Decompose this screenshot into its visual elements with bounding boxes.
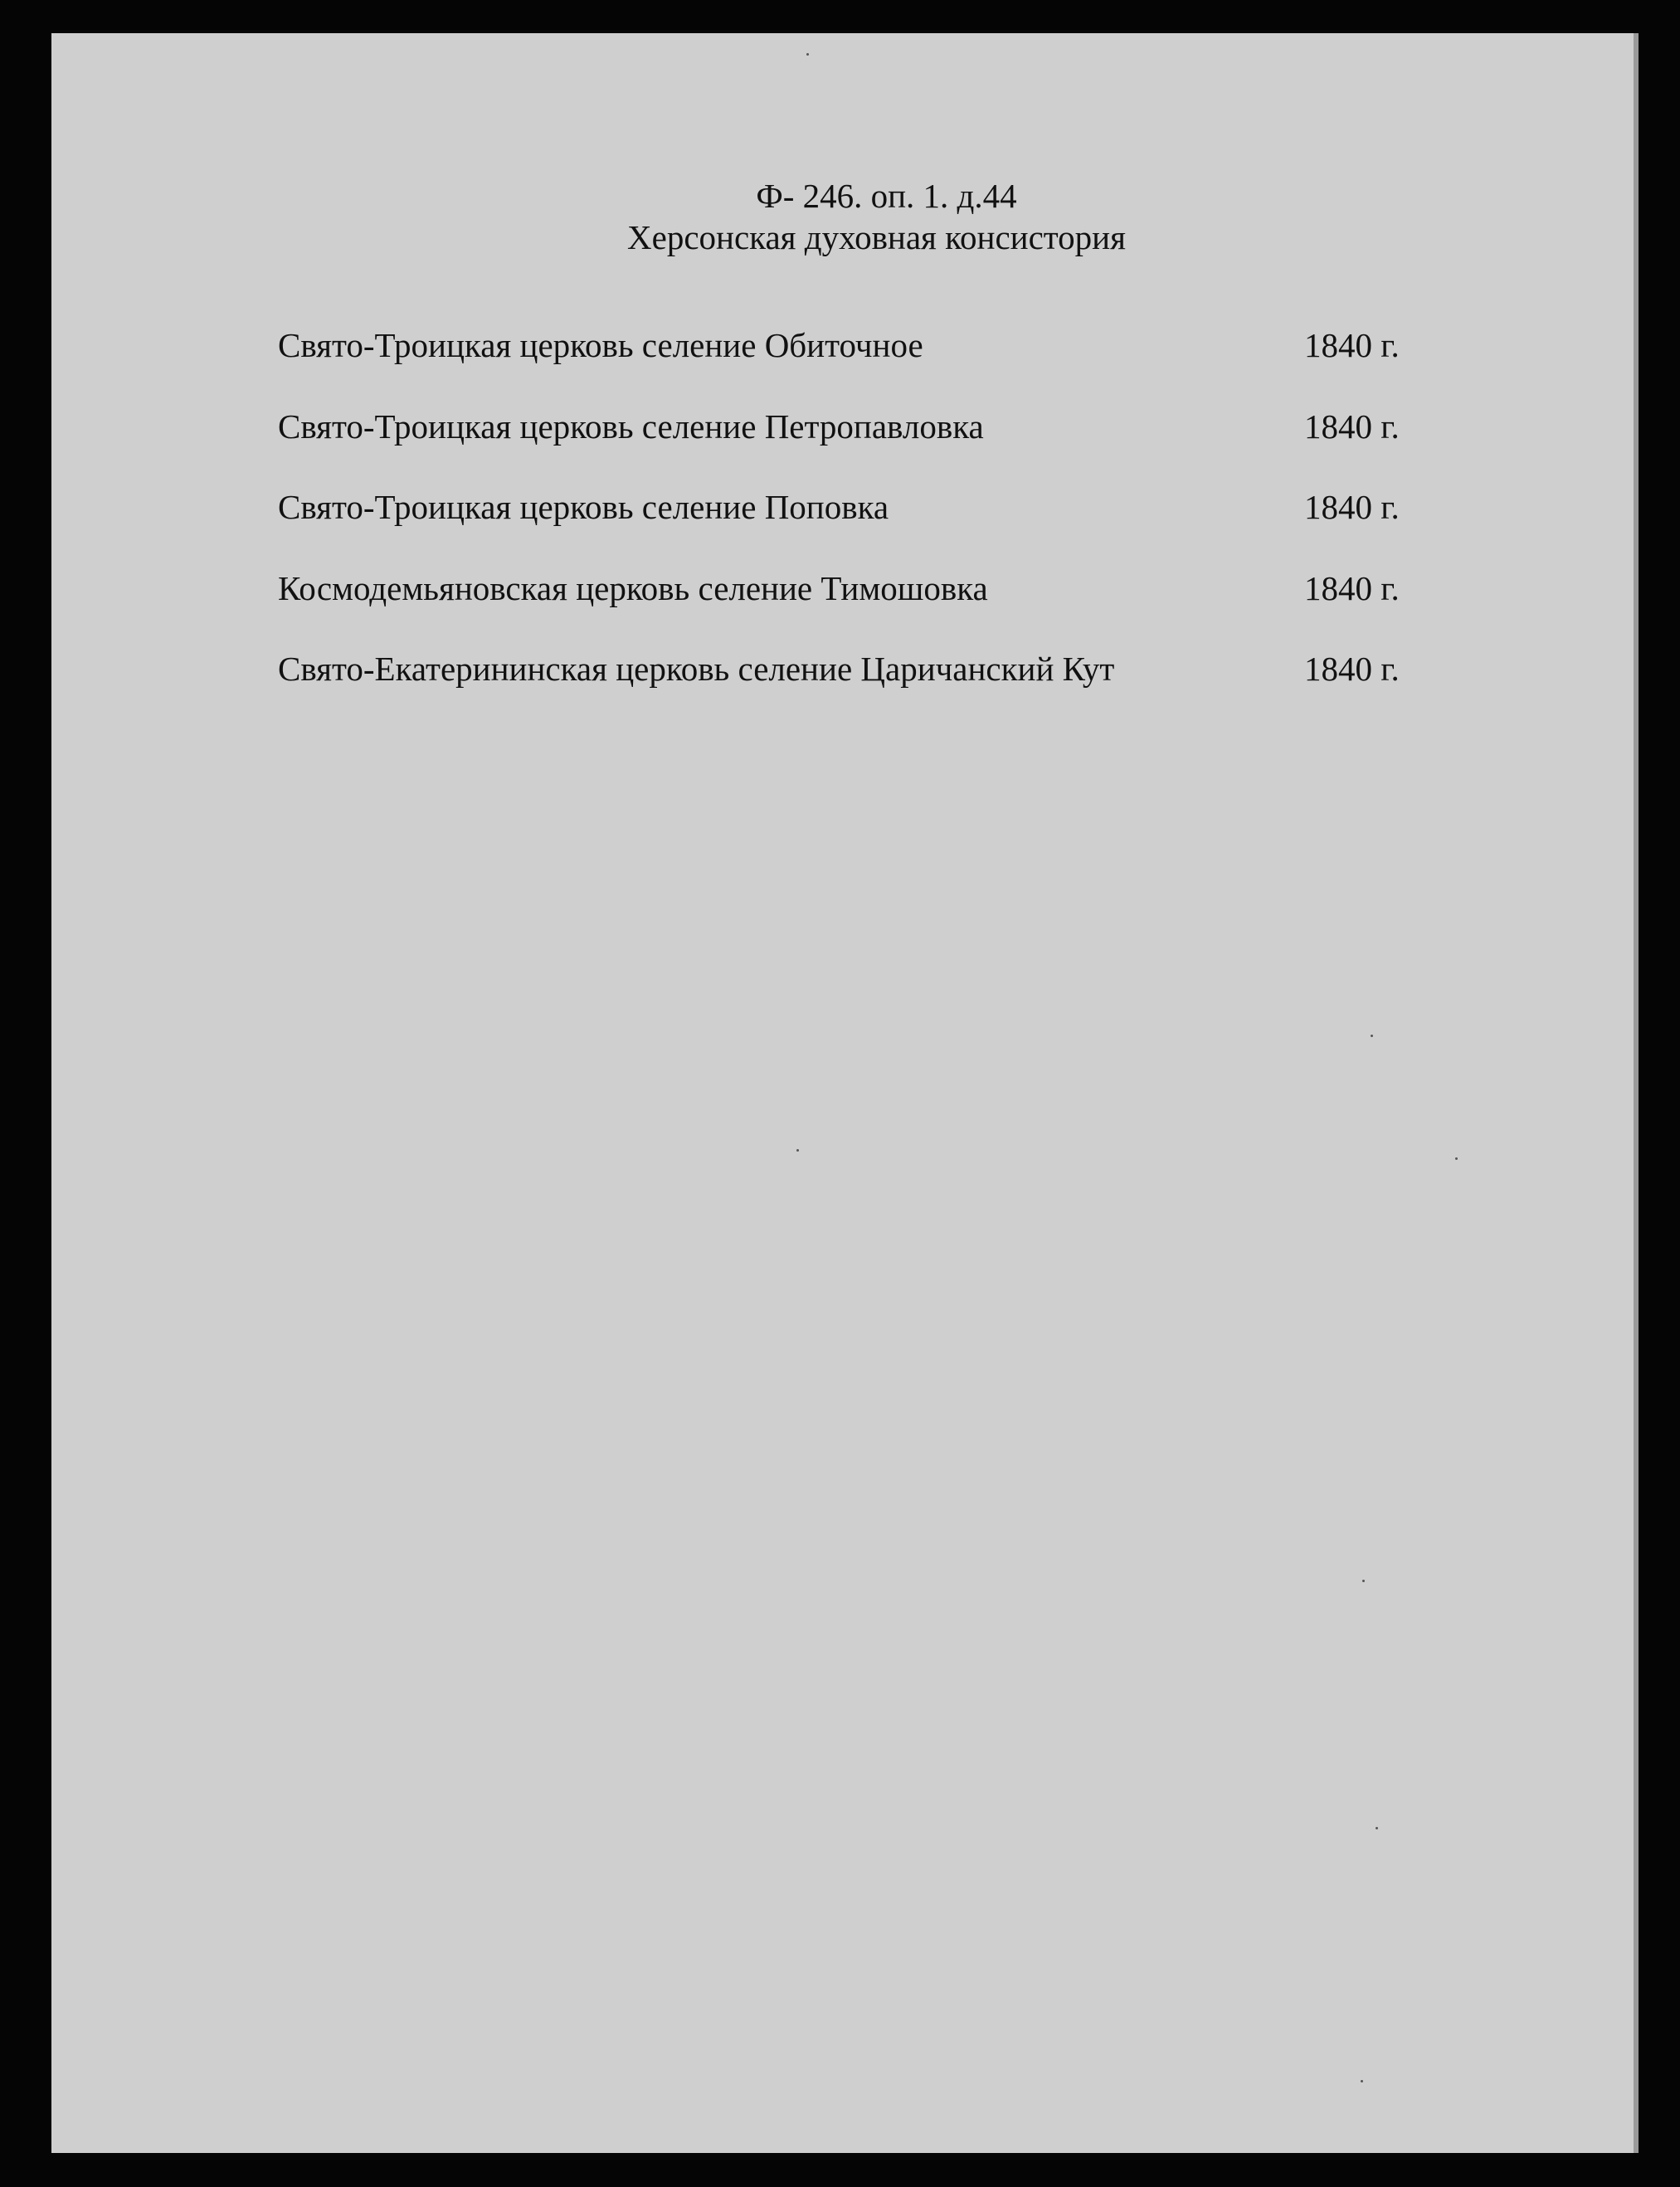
list-item: [278, 552, 1473, 633]
archive-reference: Ф- 246. оп. 1. д.44: [756, 177, 1017, 215]
scan-speck: [1362, 1580, 1365, 1582]
scan-speck: [1376, 1827, 1378, 1829]
scan-speck: [796, 1149, 799, 1152]
church-name: Свято-Троицкая церковь селение Петропавловка: [278, 407, 984, 446]
entry-year: 1840 г.: [1304, 326, 1400, 364]
document-title: Херсонская духовная консистория: [627, 218, 1126, 256]
scan-speck: [1361, 2080, 1363, 2082]
entry-year: 1840 г.: [1304, 488, 1400, 526]
entry-year: 1840 г.: [1304, 568, 1400, 607]
church-name: Свято-Троицкая церковь селение Поповка: [278, 488, 889, 526]
list-item: [278, 309, 1473, 390]
list-item: [278, 470, 1473, 552]
scan-speck: [1455, 1157, 1458, 1160]
list-item: [278, 632, 1473, 714]
scan-speck: [806, 53, 809, 56]
church-name: Свято-Екатерининская церковь селение Царичанский Кут: [278, 650, 1115, 688]
list-item: [278, 390, 1473, 471]
paper-sheet: [51, 33, 1639, 2153]
church-name: Космодемьяновская церковь селение Тимошовка: [278, 568, 988, 607]
church-name: Свято-Троицкая церковь селение Обиточное: [278, 326, 923, 364]
entry-list: [278, 309, 1473, 714]
entry-year: 1840 г.: [1304, 407, 1400, 446]
scan-speck: [1371, 1035, 1373, 1037]
entry-year: 1840 г.: [1304, 650, 1400, 688]
